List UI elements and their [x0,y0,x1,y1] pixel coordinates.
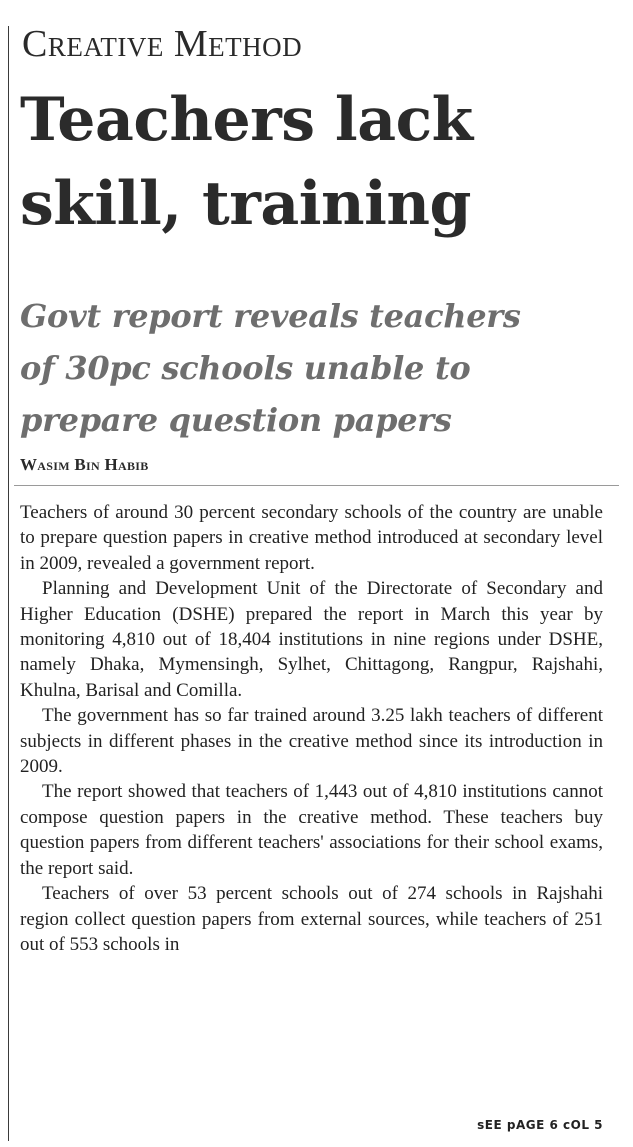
paragraph: The report showed that teachers of 1,443 out of 4,810 institutions cannot compose question papers in the creative method. These teachers buy question papers from different teachers' associations for their school exams, the report said. [20,781,603,879]
byline: Wasim Bin Habib [20,455,149,474]
headline [20,78,620,246]
paragraph: Teachers of around 30 percent secondary schools of the country are unable to prepare question papers in creative method introduced at secondary level in 2009, revealed a government report. [20,502,603,574]
paragraph: Teachers of over 53 percent schools out of 274 schools in Rajshahi region collect question papers from external sources, while teachers of 251 out of 553 schools in [20,883,603,955]
subheadline-line: of 30pc schools unable to [20,349,471,387]
byline-divider [14,485,619,486]
column-rule [8,26,9,1141]
subheadline-line: Govt report reveals teachers [20,297,521,335]
article-body [20,500,603,957]
jump-line: sEE pAGE 6 cOL 5 [477,1118,603,1132]
subheadline [20,290,620,446]
kicker: Creative Method [22,23,303,65]
subheadline-line: prepare question papers [20,401,452,439]
headline-line: skill, training [20,169,471,239]
paragraph: The government has so far trained around 3.25 lakh teachers of different subjects in different phases in the creative method since its introduction in 2009. [20,705,603,778]
headline-line: Teachers lack [20,85,473,155]
paragraph: Planning and Development Unit of the Directorate of Secondary and Higher Education (DSHE) prepared the report in March this year by monitoring 4,810 out of 18,404 institutions in nine regions under DSHE, namely Dhaka, Mymensingh, Sylhet, Chittagong, Rangpur, Rajshahi, Khulna, Barisal and Comilla. [20,578,603,701]
